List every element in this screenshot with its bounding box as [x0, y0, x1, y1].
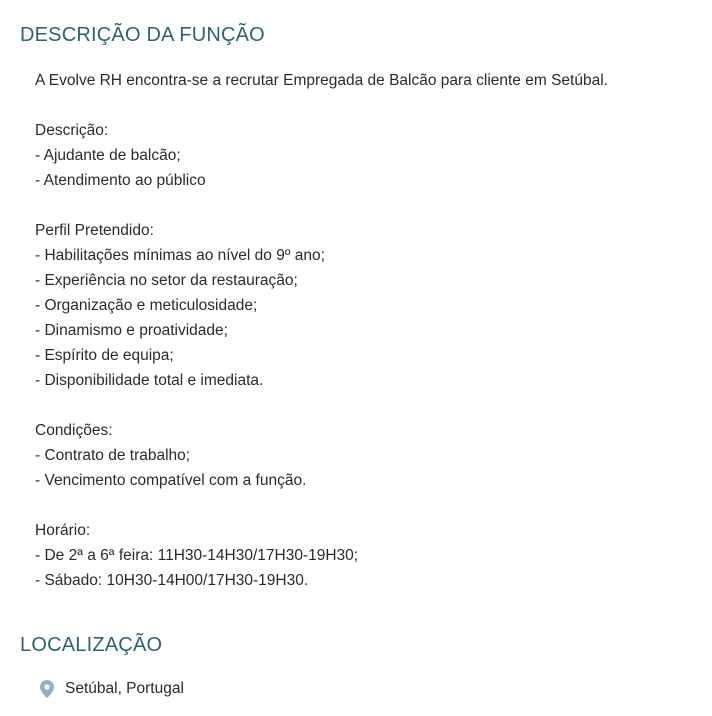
list-item: - Vencimento compatível com a função.: [35, 472, 307, 489]
list-item: - Atendimento ao público: [35, 172, 206, 189]
spacer: [35, 493, 695, 518]
intro-text: A Evolve RH encontra-se a recrutar Empregada de Balcão para cliente em Setúbal.: [35, 72, 608, 89]
list-item: - Experiência no setor da restauração;: [35, 272, 298, 289]
list-item: - De 2ª a 6ª feira: 11H30-14H30/17H30-19H30;: [35, 547, 359, 564]
list-item: - Dinamismo e proatividade;: [35, 322, 228, 339]
list-item: - Habilitações mínimas ao nível do 9º ano;: [35, 247, 325, 264]
spacer: [35, 93, 695, 118]
location-value: Setúbal, Portugal: [65, 680, 184, 697]
list-item: - Organização e meticulosidade;: [35, 297, 258, 314]
condicoes-heading: Condições:: [35, 422, 113, 439]
map-pin-icon: [40, 680, 54, 698]
location-row: [40, 678, 184, 700]
list-item: - Disponibilidade total e imediata.: [35, 372, 264, 389]
list-item: - Ajudante de balcão;: [35, 147, 181, 164]
list-item: - Contrato de trabalho;: [35, 447, 191, 464]
job-description-body: [35, 68, 695, 593]
location-title: LOCALIZAÇÃO: [20, 634, 163, 656]
perfil-heading: Perfil Pretendido:: [35, 222, 154, 239]
job-description-title: DESCRIÇÃO DA FUNÇÃO: [20, 24, 265, 46]
descricao-heading: Descrição:: [35, 122, 109, 139]
list-item: - Sábado: 10H30-14H00/17H30-19H30.: [35, 572, 309, 589]
list-item: - Espírito de equipa;: [35, 347, 174, 364]
spacer: [35, 393, 695, 418]
spacer: [35, 193, 695, 218]
horario-heading: Horário:: [35, 522, 91, 539]
